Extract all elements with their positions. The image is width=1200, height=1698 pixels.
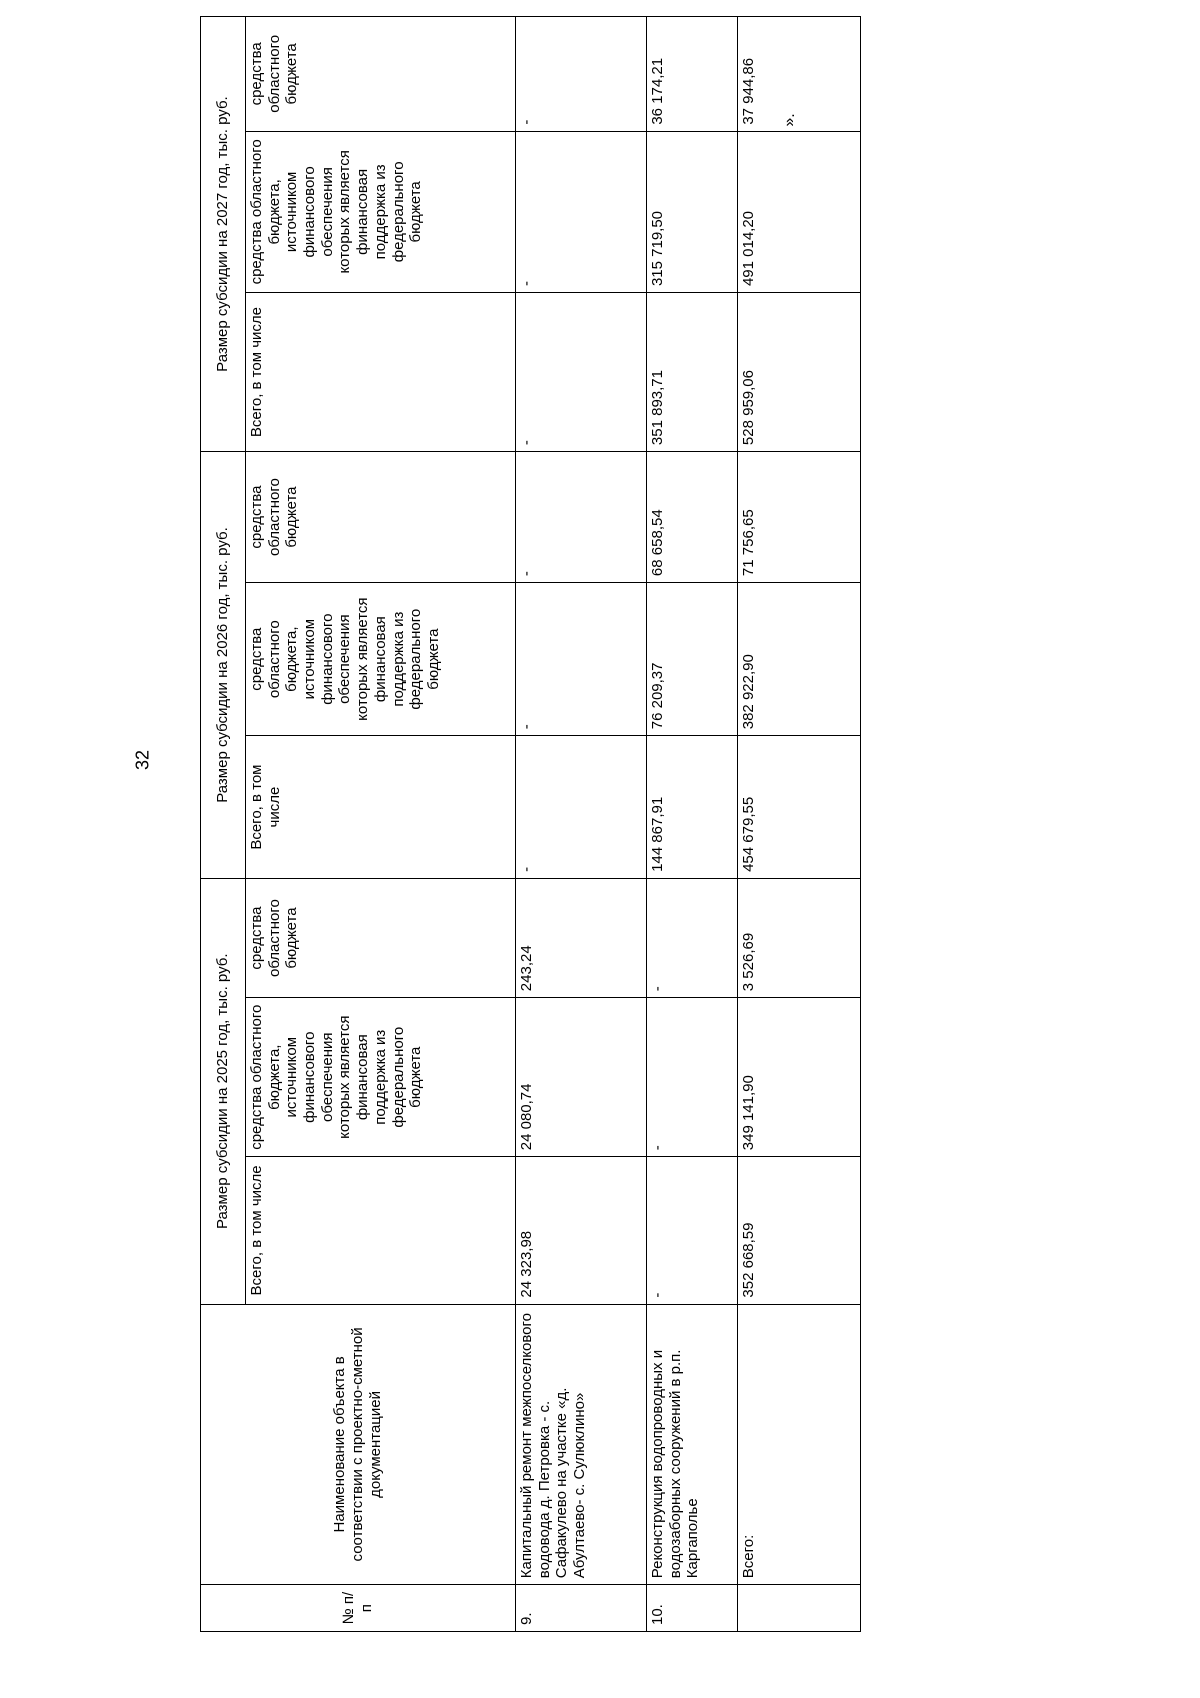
row-name: Капитальный ремонт межпоселкового водовода д. Петровка - с. Сафакулево на участке «д. Абултаево- с. Сулюклино» xyxy=(516,1304,647,1585)
cell-2026-federal: 76 209,37 xyxy=(647,583,738,736)
table-row-total xyxy=(738,17,861,1632)
cell-2025-regional: 243,24 xyxy=(516,878,647,997)
header-total-2026: Всего, в том числе xyxy=(246,736,516,879)
closing-quote-mark: ». xyxy=(781,113,798,127)
row-name: Всего: xyxy=(738,1304,861,1585)
cell-2025-total: - xyxy=(647,1157,738,1304)
cell-2025-total: 352 668,59 xyxy=(738,1157,861,1304)
cell-2027-federal: 315 719,50 xyxy=(647,131,738,292)
header-regional-2027: средства областного бюджета xyxy=(246,17,516,132)
cell-2027-federal: - xyxy=(516,131,647,292)
header-num: № п/п xyxy=(201,1585,516,1632)
table-row xyxy=(647,17,738,1632)
cell-2025-regional: - xyxy=(647,878,738,997)
cell-2026-federal: 382 922,90 xyxy=(738,583,861,736)
cell-2026-regional: - xyxy=(516,452,647,583)
header-year-2027: Размер субсидии на 2027 год, тыс. руб. xyxy=(201,17,246,452)
cell-2027-regional: - xyxy=(516,17,647,132)
cell-2025-federal: 349 141,90 xyxy=(738,998,861,1157)
table-row xyxy=(516,17,647,1632)
row-name: Реконструкция водопроводных и водозаборных сооружений в р.п. Каргаполье xyxy=(647,1304,738,1585)
cell-2025-federal: 24 080,74 xyxy=(516,998,647,1157)
row-num: 9. xyxy=(516,1585,647,1632)
cell-2025-total: 24 323,98 xyxy=(516,1157,647,1304)
header-name: Наименование объекта в соответствии с проектно-сметной документацией xyxy=(201,1304,516,1585)
cell-2027-federal: 491 014,20 xyxy=(738,131,861,292)
page-number: 32 xyxy=(132,749,153,771)
header-regional-2025: средства областного бюджета xyxy=(246,878,516,997)
header-year-2025: Размер субсидии на 2025 год, тыс. руб. xyxy=(201,878,246,1304)
cell-2027-total: 528 959,06 xyxy=(738,293,861,452)
cell-2027-regional: 37 944,86 xyxy=(738,17,861,132)
header-federal-2027: средства областного бюджета, источником финансового обеспечения которых является финансовая поддержка из федерального бюджета xyxy=(246,131,516,292)
header-federal-2025: средства областного бюджета, источником финансового обеспечения которых является финансовая поддержка из федерального бюджета xyxy=(246,998,516,1157)
cell-2027-total: 351 893,71 xyxy=(647,293,738,452)
header-federal-2026: средства областного бюджета, источником финансового обеспечения которых является финансовая поддержка из федерального бюджета xyxy=(246,583,516,736)
subsidy-table xyxy=(200,16,861,1632)
cell-2026-total: 454 679,55 xyxy=(738,736,861,879)
cell-2025-federal: - xyxy=(647,998,738,1157)
header-total-2025: Всего, в том числе xyxy=(246,1157,516,1304)
cell-2027-total: - xyxy=(516,293,647,452)
cell-2027-regional: 36 174,21 xyxy=(647,17,738,132)
header-regional-2026: средства областного бюджета xyxy=(246,452,516,583)
cell-2026-regional: 68 658,54 xyxy=(647,452,738,583)
cell-2025-regional: 3 526,69 xyxy=(738,878,861,997)
cell-2026-regional: 71 756,65 xyxy=(738,452,861,583)
row-num: 10. xyxy=(647,1585,738,1632)
cell-2026-total: 144 867,91 xyxy=(647,736,738,879)
header-row-years xyxy=(201,17,246,1632)
rotated-table-wrapper xyxy=(200,16,844,1632)
header-total-2027: Всего, в том числе xyxy=(246,293,516,452)
row-num xyxy=(738,1585,861,1632)
header-year-2026: Размер субсидии на 2026 год, тыс. руб. xyxy=(201,452,246,879)
cell-2026-federal: - xyxy=(516,583,647,736)
cell-2026-total: - xyxy=(516,736,647,879)
